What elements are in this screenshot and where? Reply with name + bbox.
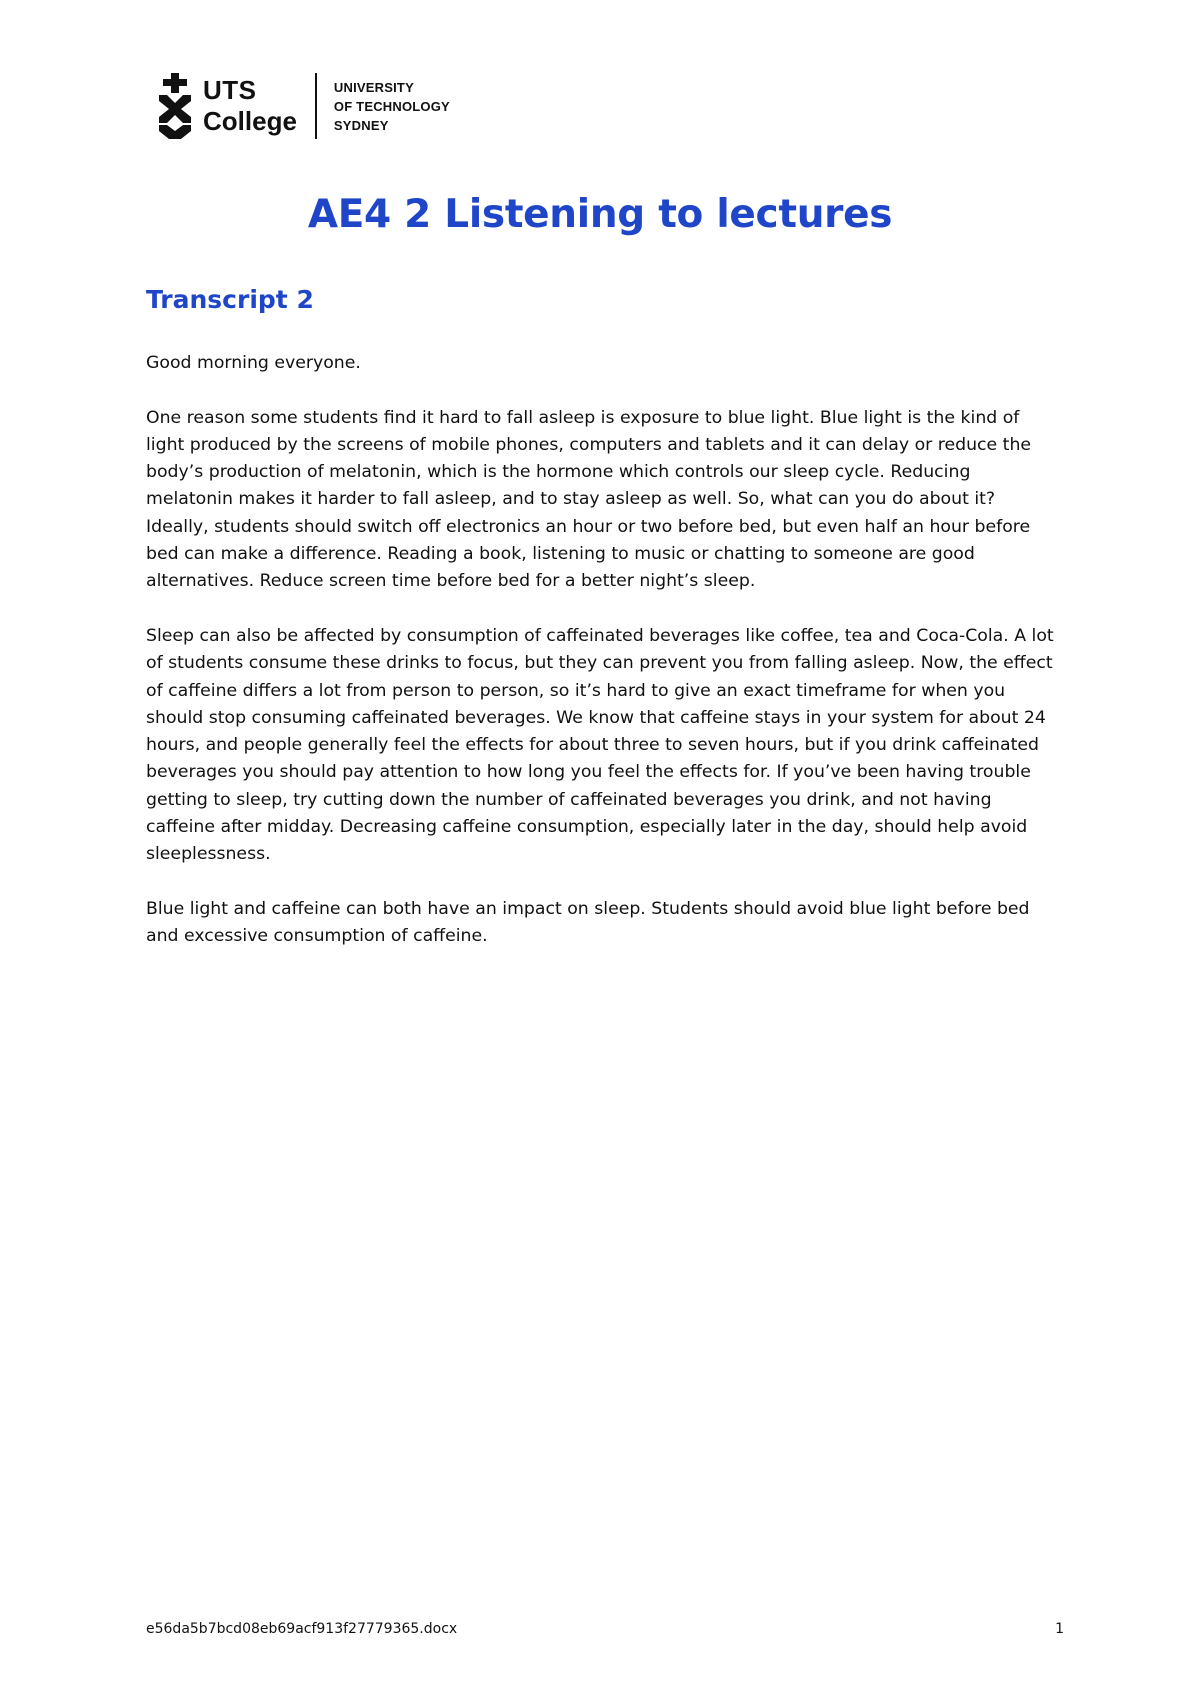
- logo-university-line1: UNIVERSITY: [333, 79, 414, 95]
- logo-college-wordmark: [203, 75, 297, 137]
- logo-university-wordmark: [334, 78, 450, 135]
- paragraph-greeting: Good morning everyone.: [146, 353, 361, 373]
- paragraph-conclusion: Blue light and caffeine can both have an impact on sleep. Students should avoid blue light before bed and excessive consumption of caffeine.: [146, 898, 1030, 947]
- logo-college-line2: College: [203, 106, 297, 136]
- paragraph-blue-light: One reason some students find it hard to fall asleep is exposure to blue light. Blue light is the kind of light produced by the screens of mobile phones, computers and tablets and it can delay or reduce the body’s production of melatonin, which is the hormone which controls our sleep cycle. Reducing melatonin makes it harder to fall asleep, and to stay asleep as well. So, what can you do about it? Ideally, students should switch off electronics an hour or two before bed, but even half an hour before bed can make a difference. Reading a book, listening to music or chatting to someone are good alternatives. Reduce screen time before bed for a better night’s sleep.: [146, 407, 1032, 592]
- uts-college-logo: [155, 72, 450, 140]
- logo-divider: [315, 73, 317, 139]
- paragraph-caffeine: Sleep can also be affected by consumption of caffeinated beverages like coffee, tea and Coca-Cola. A lot of students consume these drinks to focus, but they can prevent you from falling asleep. Now, the effect of caffeine differs a lot from person to person, so it’s hard to give an exact timeframe for when you should stop consuming caffeinated beverages. We know that caffeine stays in your system for about 24 hours, and people generally feel the effects for about three to seven hours, but if you drink caffeinated beverages you should pay attention to how long you feel the effects for. If you’ve been having trouble getting to sleep, try cutting down the number of caffeinated beverages you drink, and not having caffeine after midday. Decreasing caffeine consumption, especially later in the day, should help avoid sleeplessness.: [146, 625, 1054, 865]
- logo-university-line2: OF TECHNOLOGY: [333, 98, 450, 114]
- page-title: AE4 2 Listening to lectures: [307, 192, 893, 237]
- footer-page-number: 1: [1055, 1621, 1064, 1637]
- logo-university-line3: SYDNEY: [333, 117, 389, 133]
- logo-college-line1: UTS: [203, 75, 257, 105]
- section-subtitle: Transcript 2: [146, 285, 314, 314]
- footer-filename: e56da5b7bcd08eb69acf913f27779365.docx: [146, 1621, 458, 1637]
- uts-crest-icon: [155, 73, 195, 139]
- transcript-body: [146, 350, 1056, 978]
